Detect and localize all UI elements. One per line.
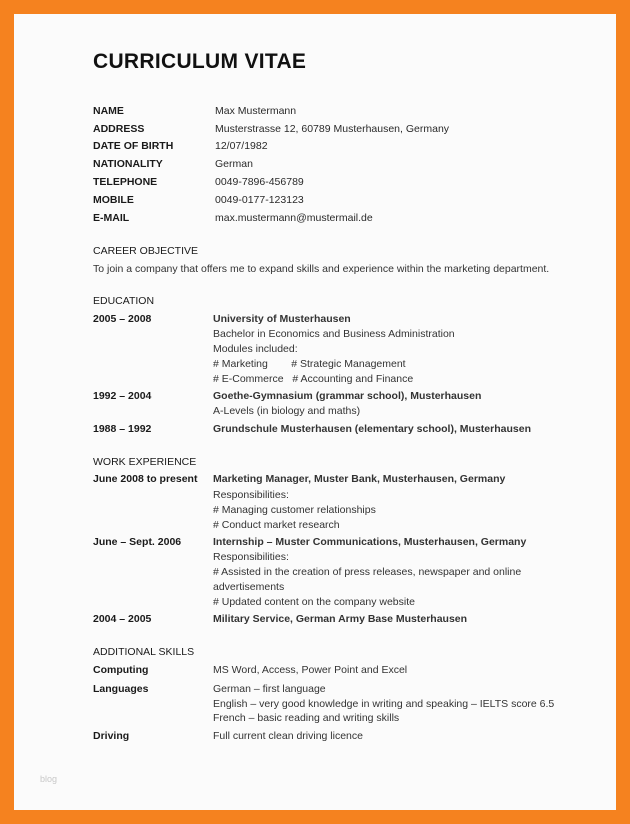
skill-label: Computing — [93, 664, 149, 676]
education-detail: # E-Commerce # Accounting and Finance — [213, 373, 414, 385]
education-period: 2005 – 2008 — [93, 313, 152, 325]
work-detail: # Managing customer relationships — [213, 504, 376, 516]
skill-detail: French – basic reading and writing skills — [213, 712, 400, 724]
address-label: ADDRESS — [93, 123, 145, 135]
education-title: Grundschule Musterhausen (elementary school), Musterhausen — [213, 423, 531, 435]
name-value: Max Mustermann — [215, 105, 297, 117]
education-detail: # Marketing # Strategic Management — [213, 358, 406, 370]
work-period: 2004 – 2005 — [93, 613, 152, 625]
nationality-label: NATIONALITY — [93, 158, 163, 170]
work-detail: Responsibilities: — [213, 489, 289, 501]
education-detail: Bachelor in Economics and Business Administration — [213, 328, 455, 340]
work-title: Internship – Muster Communications, Musterhausen, Germany — [213, 536, 527, 548]
additional-skills-heading: ADDITIONAL SKILLS — [93, 646, 195, 658]
work-experience-heading: WORK EXPERIENCE — [93, 456, 197, 468]
education-heading: EDUCATION — [93, 295, 155, 307]
career-objective-text: To join a company that offers me to expand skills and experience within the marketing department. — [93, 263, 550, 275]
telephone-label: TELEPHONE — [93, 176, 158, 188]
education-period: 1992 – 2004 — [93, 390, 152, 402]
education-title: Goethe-Gymnasium (grammar school), Musterhausen — [213, 390, 482, 402]
mobile-label: MOBILE — [93, 194, 134, 206]
watermark: blog — [40, 774, 58, 784]
dob-label: DATE OF BIRTH — [93, 140, 174, 152]
cv-document — [14, 14, 616, 810]
email-value: max.mustermann@mustermail.de — [215, 212, 373, 224]
work-detail: # Assisted in the creation of press releases, newspaper and online — [213, 566, 522, 578]
skill-detail: German – first language — [213, 683, 326, 695]
address-value: Musterstrasse 12, 60789 Musterhausen, Germany — [215, 123, 450, 135]
work-title: Marketing Manager, Muster Bank, Musterhausen, Germany — [213, 473, 506, 485]
career-objective-heading: CAREER OBJECTIVE — [93, 245, 199, 257]
skill-detail: MS Word, Access, Power Point and Excel — [213, 664, 408, 676]
telephone-value: 0049-7896-456789 — [215, 176, 304, 188]
work-period: June 2008 to present — [93, 473, 198, 485]
email-label: E-MAIL — [93, 212, 130, 224]
work-detail: Responsibilities: — [213, 551, 289, 563]
work-title: Military Service, German Army Base Musterhausen — [213, 613, 468, 625]
work-detail: # Updated content on the company website — [213, 596, 415, 608]
education-detail: Modules included: — [213, 343, 298, 355]
education-title: University of Musterhausen — [213, 313, 351, 325]
education-period: 1988 – 1992 — [93, 423, 152, 435]
work-detail: advertisements — [213, 581, 285, 593]
education-detail: A-Levels (in biology and maths) — [213, 405, 361, 417]
document-title: CURRICULUM VITAE — [93, 50, 307, 73]
nationality-value: German — [215, 158, 253, 170]
skill-detail: Full current clean driving licence — [213, 730, 363, 742]
work-period: June – Sept. 2006 — [93, 536, 182, 548]
skill-label: Driving — [93, 730, 130, 742]
name-label: NAME — [93, 105, 124, 117]
mobile-value: 0049-0177-123123 — [215, 194, 304, 206]
skill-label: Languages — [93, 683, 149, 695]
dob-value: 12/07/1982 — [215, 140, 268, 152]
work-detail: # Conduct market research — [213, 519, 340, 531]
skill-detail: English – very good knowledge in writing and speaking – IELTS score 6.5 — [213, 698, 555, 710]
